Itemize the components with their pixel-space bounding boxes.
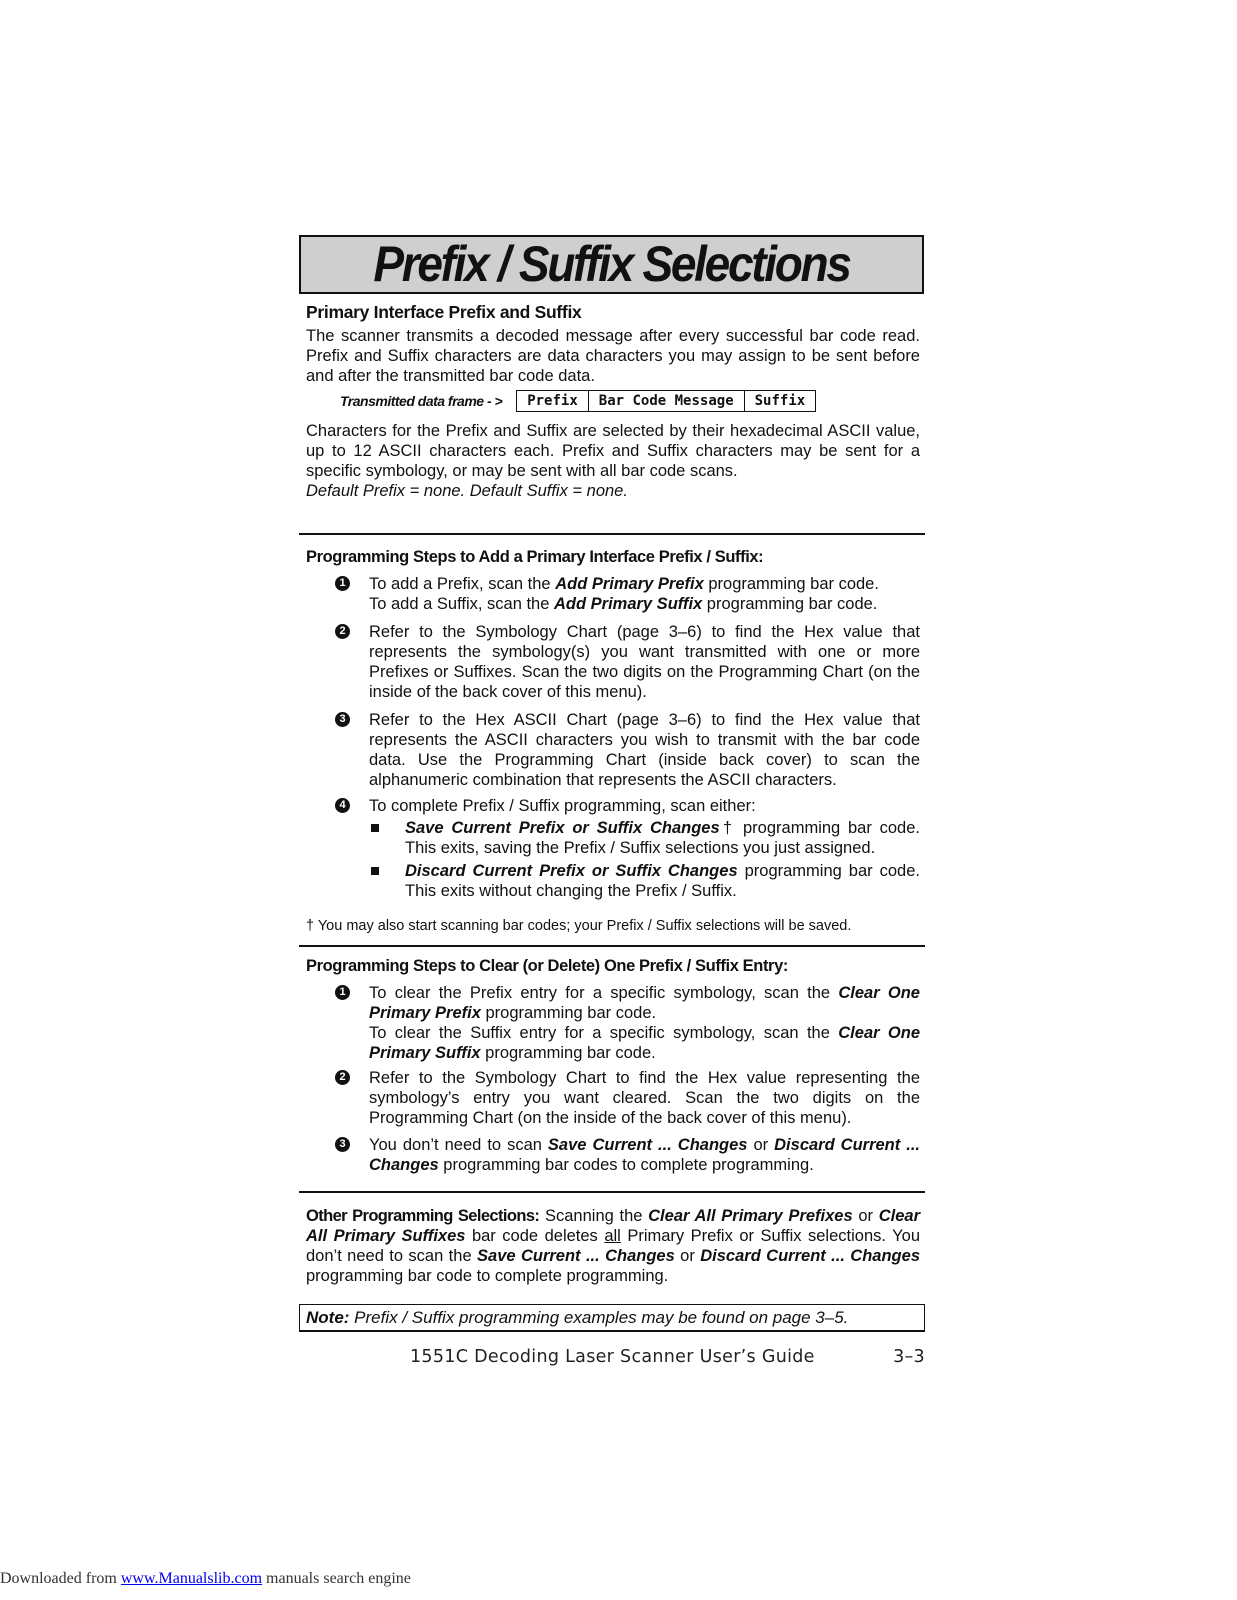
transmitted-frame-diagram — [340, 389, 816, 413]
section-heading: Other Programming Selections: — [306, 1207, 540, 1225]
step-item — [306, 710, 920, 790]
page-footer — [410, 1347, 925, 1367]
step-text: programming bar code. — [702, 595, 878, 613]
other-paragraph — [306, 1206, 920, 1286]
step-number: 4 — [335, 798, 350, 813]
step-emphasis: Add Primary Prefix — [555, 575, 704, 593]
section-primary-interface — [306, 302, 920, 386]
step-number: 1 — [335, 576, 350, 591]
step-emphasis: Clear One Primary Prefix — [369, 984, 920, 1022]
para-text: Scanning the — [539, 1207, 649, 1225]
step-number: 3 — [335, 712, 350, 727]
step-emphasis: Add Primary Suffix — [553, 595, 703, 613]
frame-box — [516, 390, 816, 412]
step-number: 2 — [335, 1070, 350, 1085]
section-heading: Primary Interface Prefix and Suffix — [306, 302, 582, 322]
step-item — [306, 796, 920, 816]
note-text: Prefix / Suffix programming examples may be found on page 3–5. — [349, 1308, 849, 1327]
download-suffix: manuals search engine — [262, 1570, 411, 1587]
divider — [299, 945, 925, 947]
section-other-selections — [306, 1206, 920, 1286]
section-primary-body — [306, 421, 920, 501]
bullet-square-icon — [371, 867, 379, 875]
step-number: 2 — [335, 624, 350, 639]
step-text: Refer to the Hex ASCII Chart (page 3–6) to find the Hex value that represents the ASCII characters you wish to transmit with the bar code data. Use the Programming Chart (inside back cover) to scan the alphanumeric combination that represents the ASCII characters. — [369, 711, 920, 789]
para-emphasis: Discard Current ... Changes — [700, 1247, 920, 1265]
step-text: programming bar code. — [480, 1044, 656, 1062]
page-title: Prefix / Suffix Selections — [373, 236, 850, 292]
step-item — [306, 622, 920, 702]
sub-text: programming bar code. This exits without changing the Prefix / Suffix. — [405, 862, 920, 900]
footer-title: 1551C Decoding Laser Scanner User’s Guide — [410, 1347, 815, 1367]
frame-cell-message: Bar Code Message — [589, 391, 745, 411]
step-item — [306, 1068, 920, 1128]
section-add-steps — [306, 548, 920, 935]
step-item — [306, 1135, 920, 1175]
step-text: You don’t need to scan — [369, 1136, 548, 1154]
download-credit — [0, 1570, 411, 1588]
para-text: bar code deletes — [465, 1227, 605, 1245]
step-item — [306, 574, 920, 614]
step-number: 3 — [335, 1137, 350, 1152]
frame-cell-prefix: Prefix — [517, 391, 589, 411]
page-title-banner — [299, 235, 924, 294]
defaults-text: Default Prefix = none. Default Suffix = none. — [306, 482, 628, 500]
step-item — [306, 983, 920, 1063]
para-underlined: all — [604, 1227, 621, 1245]
sub-emphasis: Save Current Prefix or Suffix Changes — [405, 819, 720, 837]
frame-label: Transmitted data frame - > — [340, 393, 503, 409]
sub-item — [306, 861, 920, 901]
para-text: or — [852, 1207, 879, 1225]
step-emphasis: Discard Current ... Changes — [369, 1136, 920, 1174]
para-emphasis: Clear All Primary Suffixes — [306, 1207, 921, 1245]
step-text: To complete Prefix / Suffix programming, scan either: — [369, 797, 756, 815]
step-text: Refer to the Symbology Chart to find the Hex value representing the symbology’s entry you want cleared. Scan the two digits on the Programming Chart (on the inside of the back cover of this menu). — [369, 1069, 920, 1127]
bullet-square-icon — [371, 824, 379, 832]
page-number: 3–3 — [893, 1347, 925, 1367]
step-text: To clear the Suffix entry for a specific symbology, scan the — [369, 1024, 839, 1042]
step-text: programming bar codes to complete programming. — [438, 1156, 814, 1174]
download-prefix: Downloaded from — [0, 1570, 121, 1587]
step-text: To clear the Prefix entry for a specific symbology, scan the — [369, 984, 839, 1002]
step-text: To add a Prefix, scan the — [369, 575, 556, 593]
step-text: Refer to the Symbology Chart (page 3–6) to find the Hex value that represents the symbology(s) you want transmitted with one or more Prefixes or Suffixes. Scan the two digits on the Programming Chart (on the inside of the back cover of this menu). — [369, 623, 920, 701]
footnote: † You may also start scanning bar codes; your Prefix / Suffix selections will be saved. — [306, 918, 852, 934]
para-text: Primary Prefix or Suffix selections. You don’t need to scan the — [306, 1227, 921, 1265]
body-paragraph: Characters for the Prefix and Suffix are selected by their hexadecimal ASCII value, up to 12 ASCII characters each. Prefix and Suffix characters may be sent for a specific symbology, or may be sent with all bar code scans. — [306, 422, 920, 480]
step-text: To add a Suffix, scan the — [369, 595, 554, 613]
para-text: programming bar code to complete programming. — [306, 1267, 669, 1285]
sub-text: † programming bar code. This exits, saving the Prefix / Suffix selections you just assigned. — [405, 819, 920, 857]
frame-cell-suffix: Suffix — [754, 393, 806, 409]
step-text: or — [747, 1136, 775, 1154]
intro-paragraph: The scanner transmits a decoded message after every successful bar code read. Prefix and Suffix characters are data characters you may assign to be sent before and after the transmitted bar code data. — [306, 327, 920, 385]
note-label: Note: — [306, 1308, 350, 1327]
para-emphasis: Save Current ... Changes — [477, 1247, 675, 1265]
step-emphasis: Clear One Primary Suffix — [369, 1024, 920, 1062]
step-number: 1 — [335, 985, 350, 1000]
section-heading: Programming Steps to Clear (or Delete) One Prefix / Suffix Entry: — [306, 957, 788, 975]
step-text: programming bar code. — [480, 1004, 657, 1022]
sub-emphasis: Discard Current Prefix or Suffix Changes — [405, 862, 738, 880]
manualslib-link[interactable]: www.Manualslib.com — [120, 1570, 263, 1587]
divider — [299, 1191, 925, 1193]
section-heading: Programming Steps to Add a Primary Interface Prefix / Suffix: — [306, 548, 764, 566]
para-text: or — [674, 1247, 701, 1265]
divider — [299, 533, 925, 535]
step-emphasis: Save Current ... Changes — [547, 1136, 748, 1154]
note-box — [299, 1304, 925, 1332]
sub-item — [306, 818, 920, 858]
section-clear-steps — [306, 957, 920, 1175]
step-text: programming bar code. — [703, 575, 879, 593]
para-emphasis: Clear All Primary Prefixes — [648, 1207, 853, 1225]
